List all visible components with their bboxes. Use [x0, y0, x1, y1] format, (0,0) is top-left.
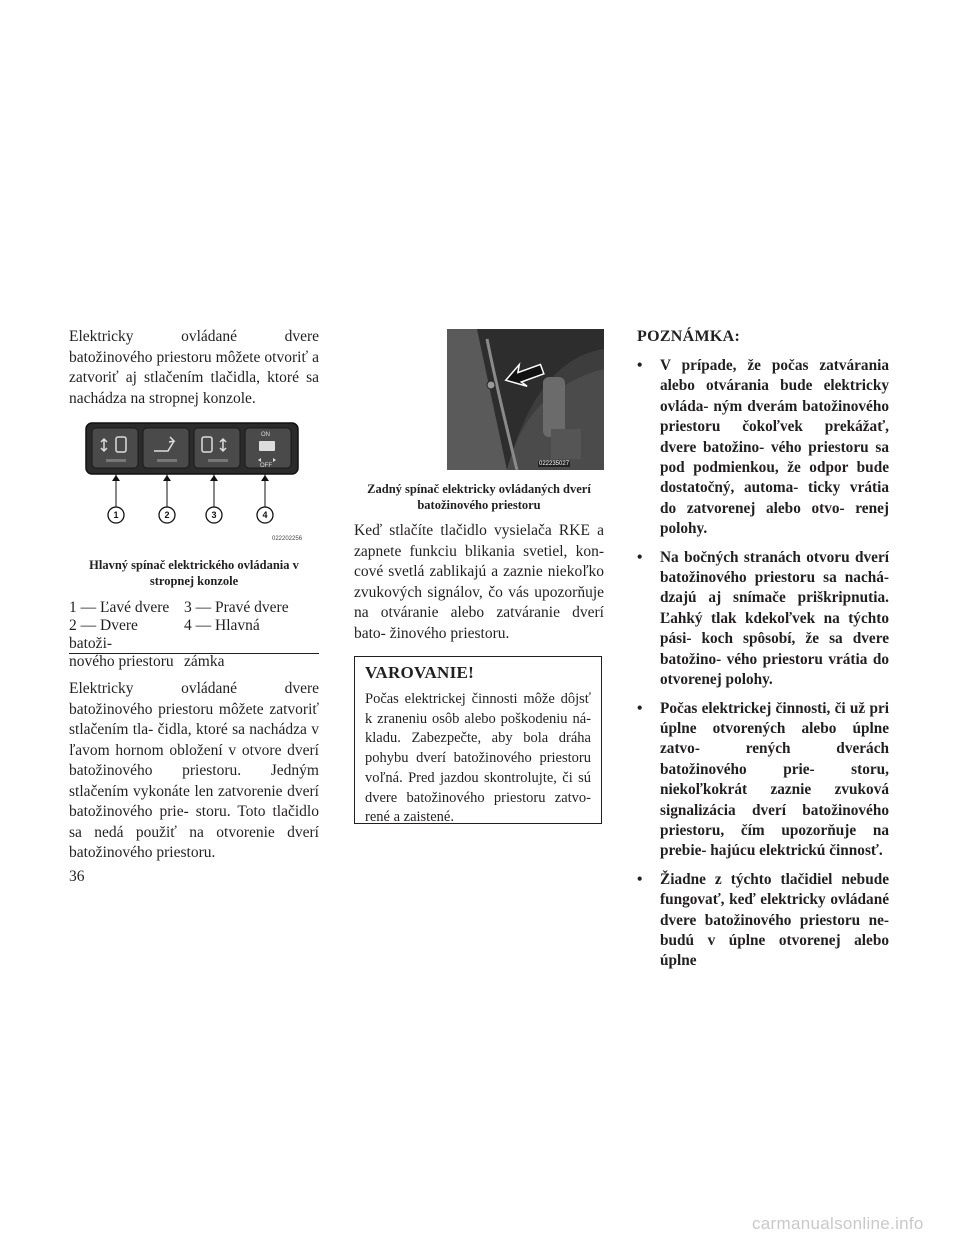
note-title: POZNÁMKA:	[637, 328, 741, 345]
warning-box	[354, 656, 602, 824]
page-number: 36	[69, 868, 85, 885]
callout-3: 3	[211, 510, 217, 520]
switch-on-label: ON	[261, 432, 270, 438]
intro-paragraph: Elektricky ovládané dvere batožinového priestoru môžete otvoriť a zatvoriť aj stlačením tlačidla, ktoré sa nachádza na stropnej konzole.	[69, 328, 319, 407]
list-item: • Počas elektrickej činnosti, či už pri úplne otvorených alebo úplne zatvo- rených dverách batožinového prie- storu, niekoľkokrát zaznie zvuková signalizácia dverí batožinového priestoru, čím upozorňuje na prebie- hajúcu elektrickú činnosť.	[637, 699, 889, 860]
middle-body-paragraph: Keď stlačíte tlačidlo vysielača RKE a zapnete funkciu blikania svetiel, kon- cové svetlá zablikajú a zaznie niekoľko zvukových signálov, čo vás upozorňuje na otváranie alebo zatváranie dverí bato- žinového priestoru.	[354, 522, 604, 642]
legend-item-2: 2 — Dvere batoži-	[69, 617, 138, 652]
left-body-paragraph: Elektricky ovládané dvere batožinového priestoru môžete zatvoriť stlačením tla- čidla, ktoré sa nachádza v ľavom hornom obložení v otvore dverí batožinového priestoru. Jedným stlačením vykonáte len zatvorenie dverí batožinového prie- storu. Toto tlačidlo sa nedá použiť na otvorenie dverí batožinového priestoru.	[69, 680, 319, 861]
bullet-symbol: •	[637, 357, 643, 374]
callout-2: 2	[164, 510, 170, 520]
warning-title: VAROVANIE!	[365, 663, 475, 682]
legend-item-1: 1 — Ľavé dvere	[69, 599, 170, 616]
legend-item-2-cont: nového priestoru	[69, 653, 174, 670]
legend-item-4: 4 — Hlavná	[184, 617, 260, 634]
legend-divider	[69, 653, 319, 654]
note-list	[637, 356, 889, 972]
callout-4: 4	[262, 510, 268, 520]
rear-switch-button	[487, 381, 495, 389]
list-item: • Na bočných stranách otvoru dverí batožinového priestoru sa nachá- dzajú aj snímače priškripnutia. Ľahký tlak kdekoľvek na týchto pási- koch spôsobí, že sa dvere batožino- vého priestoru vrátia do otvorenej polohy.	[637, 548, 889, 689]
bullet-symbol: •	[637, 548, 643, 566]
watermark: carmanualsonline.info	[752, 1214, 924, 1233]
legend-item-4-cont: zámka	[184, 653, 225, 670]
figure2-code: 022235027	[539, 461, 570, 467]
warning-text: Počas elektrickej činnosti môže dôjsť k zraneniu osôb alebo poškodeniu ná- kladu. Zabezpečte, aby bola dráha pohybu dverí batožinového priestoru voľná. Pred jazdou skontrolujte, či sú dvere batožinového priestoru zatvo- rené a zaistené.	[365, 691, 591, 826]
figure1-caption: Hlavný spínač elektrického ovládania v stropnej konzole	[89, 558, 299, 588]
figure1-code: 022202256	[272, 536, 303, 542]
rear-liftgate-switch-figure	[447, 329, 604, 470]
figure1-legend	[69, 599, 319, 671]
bullet-symbol: •	[637, 699, 643, 717]
bullet-symbol: •	[637, 870, 643, 888]
overhead-console-switch-figure	[82, 421, 304, 533]
note-section	[637, 327, 889, 980]
list-item: • Žiadne z týchto tlačidiel nebude fungovať, keď elektricky ovládané dvere batožinového priestoru ne- budú v úplne otvorenej alebo úplne	[637, 870, 889, 970]
list-item: • V prípade, že počas zatvárania alebo otvárania bude elektricky ovláda- ným dverám batožinového priestoru čokoľvek prekážať, dvere batožino- vého priestoru sa pod podmienkou, že odpor bude dostatočný, automa- ticky vrátia do zatvorenej alebo otvo- renej polohy.	[637, 357, 889, 538]
figure2-caption: Zadný spínač elektricky ovládaných dverí batožinového priestoru	[367, 482, 591, 512]
switch-off-label: OFF	[260, 463, 272, 469]
callout-1: 1	[113, 510, 119, 520]
legend-item-3: 3 — Pravé dvere	[184, 599, 289, 616]
